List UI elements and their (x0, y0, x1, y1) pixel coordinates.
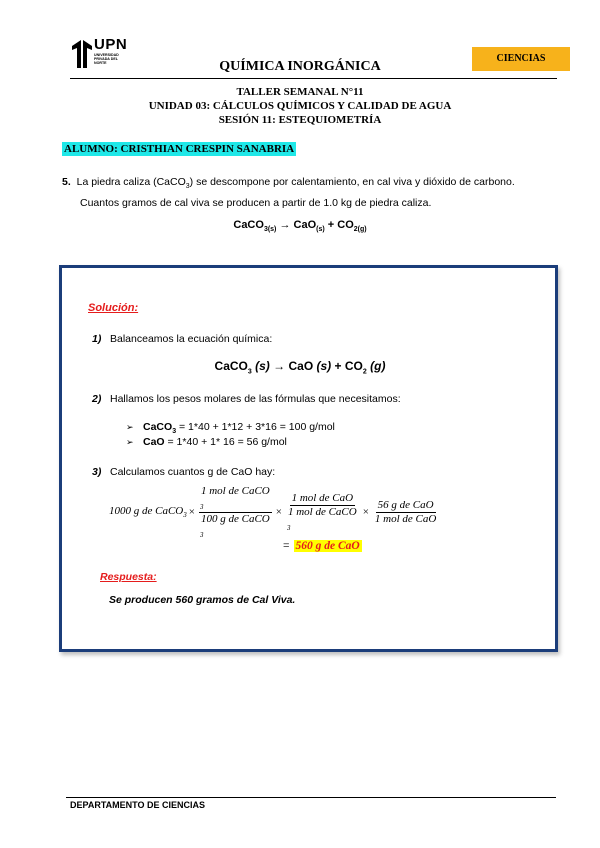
bullet-arrow-icon: ➢ (126, 437, 134, 447)
answer-text: Se producen 560 gramos de Cal Viva. (109, 594, 296, 606)
conversion-fraction: 1 mol de CaCO $_3$ 100 g de CaCO $_3$ (199, 484, 270, 540)
solution-label: Solución: (88, 302, 139, 314)
step-1: 1) Balanceamos la ecuación química: (92, 333, 273, 345)
question-line-1: 5. La piedra caliza (CaCO$_3$) se descompone por calentamiento, en cal viva y dióxido de carbono. (62, 176, 515, 191)
course-title: QUÍMICA INORGÁNICA (219, 59, 381, 74)
header-divider (70, 78, 557, 79)
footer-divider (66, 797, 556, 798)
balanced-equation: CaCO$_3$ (s) → CaO $(s) + CO_2$ (g) (214, 359, 386, 376)
calculation-result: = 560 g de CaO (283, 540, 360, 552)
student-name: ALUMNO: CRISTHIAN CRESPIN SANABRIA (64, 143, 295, 155)
workshop-title: TALLER SEMANAL N°11 (236, 86, 364, 98)
bullet-arrow-icon: ➢ (126, 422, 134, 432)
conversion-fraction: 1 mol de CaO 1 mol de CaCO $_3$ (286, 491, 357, 533)
molar-mass-item: ➢ CaCO$_3$ = 1*40 + 1*12 + 3*16 = 100 g/mol (126, 421, 335, 436)
ciencias-badge: CIENCIAS (472, 47, 570, 71)
conversion-fraction: $\frac{\text{56 g de CaO}}{\text{1 mol de CaO}}$ (374, 499, 437, 525)
step-2: 2) Hallamos los pesos molares de las fórmulas que necesitamos: (92, 393, 401, 405)
answer-label: Respuesta: (100, 571, 157, 583)
step-3: 3) Calculamos cuantos g de CaO hay: (92, 466, 276, 478)
session-title: SESIÓN 11: ESTEQUIOMETRÍA (218, 114, 382, 126)
logo-text: UPN (94, 36, 128, 53)
question-number: 5. (62, 176, 71, 188)
logo-subtext: UNIVERSIDAD PRIVADA DEL NORTE (94, 53, 119, 66)
unit-title: UNIDAD 03: CÁLCULOS QUÍMICOS Y CALIDAD DE AGUA (148, 100, 452, 112)
question-line-2: Cuantos gramos de cal viva se producen a partir de 1.0 kg de piedra caliza. (80, 197, 432, 209)
footer-text: DEPARTAMENTO DE CIENCIAS (70, 800, 206, 810)
reaction-equation: CaCO$_{3(s)}$ → $CaO_{(s)} + CO_{2(g)}$ (233, 219, 367, 234)
start-quantity: 1000 g de CaCO$_3$ (109, 504, 187, 520)
conversion-calculation: 1000 g de CaCO$_3$ × 1 mol de CaCO $_3$ 100 g de CaCO $_3$ × 1 mol de CaO 1 mol de CaCO $_3$ × $\frac{\text{56 g de CaO}}{\text{1 mol de CaO}}$ (109, 484, 437, 540)
molar-mass-item: ➢ CaO = 1*40 + 1* 16 = 56 g/mol (126, 436, 287, 448)
